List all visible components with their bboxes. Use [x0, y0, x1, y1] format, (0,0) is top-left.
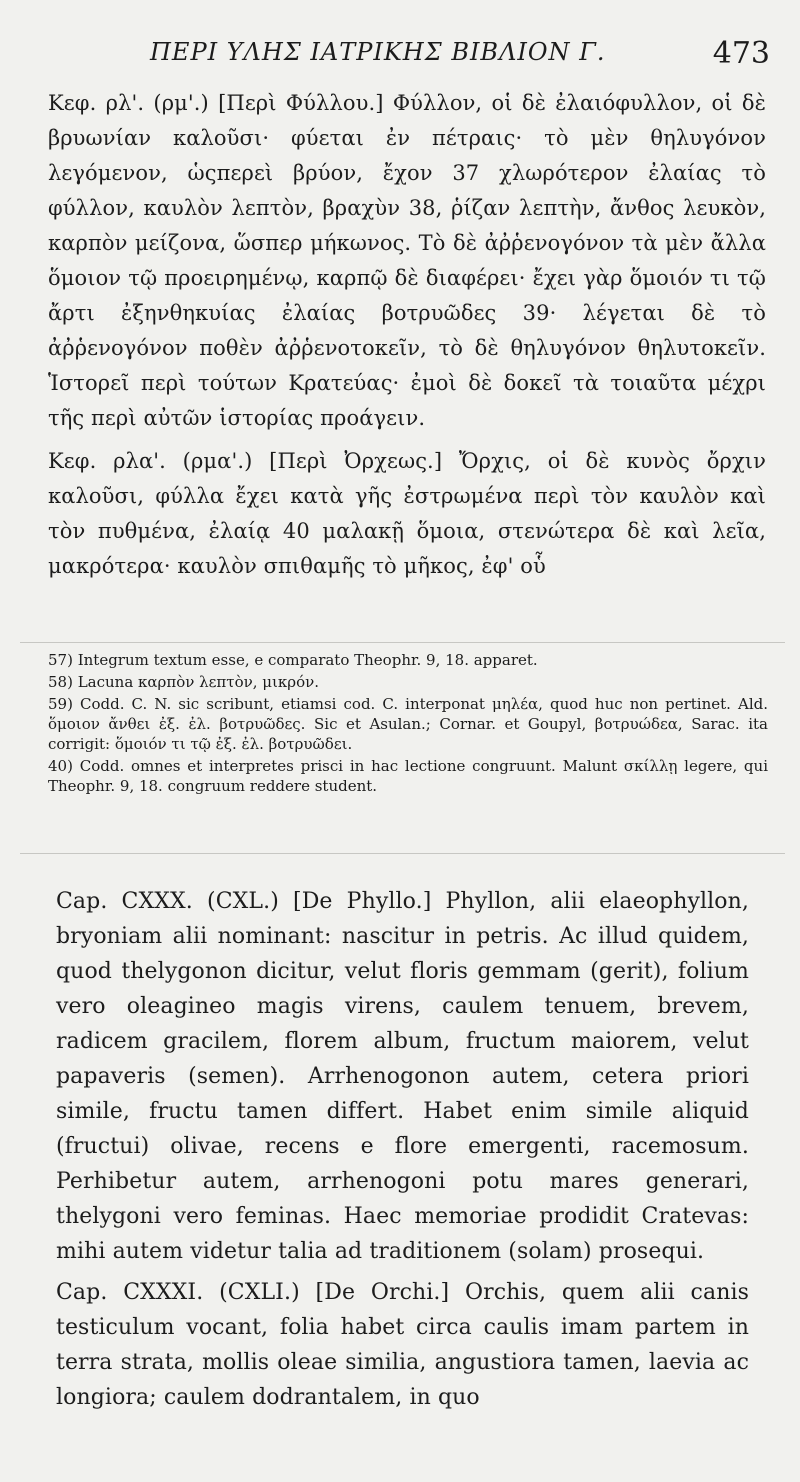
greek-text-block [48, 86, 766, 584]
page-number: 473 [712, 36, 770, 71]
greek-paragraph-2: Κεφ. ρλα'. (ρμα'.) [Περὶ Ὀρχεως.] Ὄρχις, οἱ δὲ κυνὸς ὄρχιν καλοῦσι, φύλλα ἔχει κατὰ γῆς ἐστρωμένα περὶ τὸν καυλὸν καὶ τὸν πυθμένα, ἐλαίᾳ 40 μαλακῇ ὅμοια, στενώτερα δὲ καὶ λεῖα, μακρότερα· καυλὸν σπιθαμῆς τὸ μῆκος, ἐφ' οὗ [48, 449, 766, 578]
latin-paragraph-1: Cap. CXXX. (CXL.) [De Phyllo.] Phyllon, alii elaeophyllon, bryoniam alii nominant: nascitur in petris. Ac illud quidem, quod thelygonon dicitur, velut floris gemmam (gerit), folium vero oleagineo magis virens, caulem tenuem, brevem, radicem gracilem, florem album, fructum maiorem, velut papaveris (semen). Arrhenogonon autem, cetera priori simile, fructu tamen differt. Habet enim simile aliquid (fructui) olivae, recens e flore emergenti, racemosum. Perhibetur autem, arrhenogoni potu mares generari, thelygoni vero feminas. Haec memoriae prodidit Cratevas: mihi autem videtur talia ad traditionem (solam) prosequi. [56, 889, 749, 1264]
section-divider [20, 853, 785, 854]
greek-paragraph-1: Κεφ. ρλ'. (ρμ'.) [Περὶ Φύλλου.] Φύλλον, οἱ δὲ ἐλαιόφυλλον, οἱ δὲ βρυωνίαν καλοῦσι· φύεται ἐν πέτραις· τὸ μὲν θηλυγόνον λεγόμενον, ὡςπερεὶ βρύον, ἔχον 37 χλωρότερον ἐλαίας τὸ φύλλον, καυλὸν λεπτὸν, βραχὺν 38, ῥίζαν λεπτὴν, ἄνθος λευκὸν, καρπὸν μείζονα, ὥσπερ μήκωνος. Τὸ δὲ ἀῤῥενογόνον τὰ μὲν ἄλλα ὅμοιον τῷ προειρημένῳ, καρπῷ δὲ διαφέρει· ἔχει γὰρ ὅμοιόν τι τῷ ἄρτι ἐξηνθηκυίας ἐλαίας βοτρυῶδες 39· λέγεται δὲ τὸ ἀῤῥενογόνον ποθὲν ἀῤῥενοτοκεῖν, τὸ δὲ θηλυγόνον θηλυτοκεῖν. Ἱστορεῖ περὶ τούτων Κρατεύας· ἐμοὶ δὲ δοκεῖ τὰ τοιαῦτα μέχρι τῆς περὶ αὐτῶν ἱστορίας προάγειν. [48, 91, 766, 430]
section-divider [20, 642, 785, 643]
footnote-39: 59) Codd. C. N. sic scribunt, etiamsi cod. C. interponat μηλέα, quod huc non pertinet. Ald. ὅμοιον ἄνθει ἐξ. ἐλ. βοτρυῶδες. Sic et Asulan.; Cornar. et Goupyl, βοτρυώδεα, Sarac. ita corrigit: ὅμοιόν τι τῷ ἐξ. ἐλ. βοτρυῶδει. [48, 695, 768, 753]
footnote-37: 57) Integrum textum esse, e comparato Theophr. 9, 18. apparet. [48, 651, 538, 669]
latin-text-block [56, 884, 749, 1415]
footnote-38: 58) Lacuna καρπὸν λεπτὸν, μικρόν. [48, 673, 320, 691]
page-header [0, 34, 800, 84]
latin-paragraph-2: Cap. CXXXI. (CXLI.) [De Orchi.] Orchis, quem alii canis testiculum vocant, folia habet circa caulis imam partem in terra strata, mollis oleae similia, angustiora tamen, laevia ac longiora; caulem dodrantalem, in quo [56, 1280, 749, 1410]
footnote-40: 40) Codd. omnes et interpretes prisci in hac lectione congruunt. Malunt σκίλλῃ legere, qui Theophr. 9, 18. congruum reddere student. [48, 757, 768, 795]
running-title: ΠΕΡΙ ΥΛΗΣ ΙΑΤΡΙΚΗΣ ΒΙΒΛΙΟΝ Γ. [150, 38, 606, 66]
footnotes-block [48, 650, 768, 798]
